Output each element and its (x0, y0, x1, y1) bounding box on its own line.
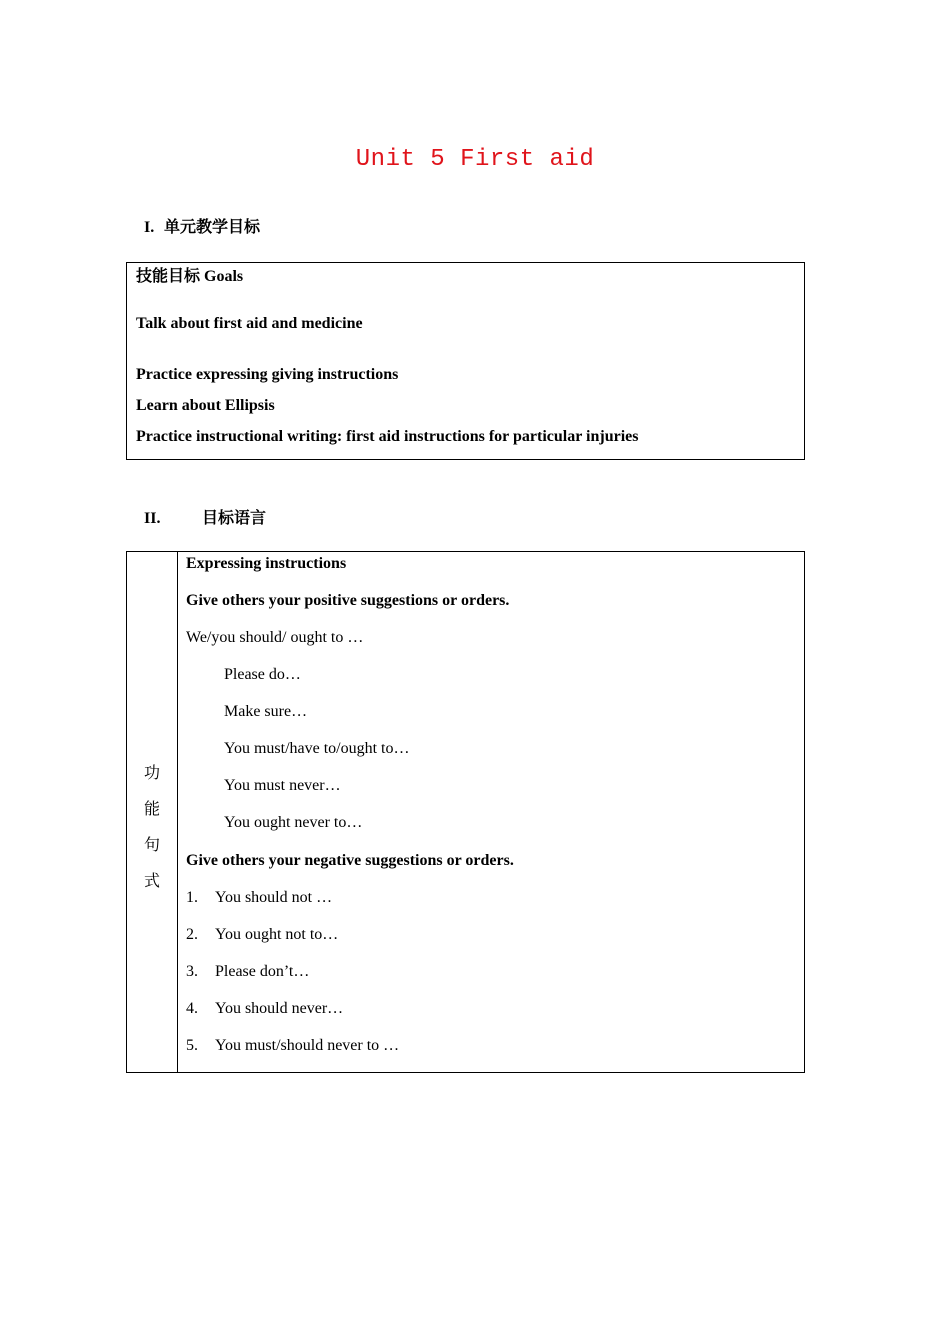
goal-item: Practice expressing giving instructions (136, 366, 399, 383)
section-number: II. (144, 510, 161, 527)
negative-heading: Give others your negative suggestions or orders. (186, 852, 514, 869)
positive-item: You must/have to/ought to… (224, 740, 410, 757)
negative-item (186, 889, 332, 907)
negative-item (186, 926, 338, 944)
item-number: 1. (186, 889, 198, 906)
positive-item: Make sure… (224, 703, 308, 720)
document-title: Unit 5 First aid (355, 146, 595, 173)
goals-box (126, 262, 805, 460)
category-char: 能 (143, 801, 160, 818)
target-language-table (126, 551, 805, 1073)
section-heading-teaching-goals (144, 214, 260, 237)
item-text: You must/should never to … (215, 1037, 400, 1054)
instructions-heading: Expressing instructions (186, 555, 347, 572)
category-char: 功 (143, 765, 160, 782)
category-char: 句 (143, 837, 160, 854)
goal-item: Practice instructional writing: first aid instructions for particular injuries (136, 428, 639, 445)
item-text: You ought not to… (215, 926, 339, 943)
item-number: 5. (186, 1037, 198, 1054)
positive-item: Please do… (224, 666, 301, 683)
positive-heading: Give others your positive suggestions or orders. (186, 592, 510, 609)
goals-heading: 技能目标 Goals (136, 268, 244, 285)
negative-item (186, 1037, 399, 1055)
section-heading-target-language (144, 505, 266, 528)
positive-item: You ought never to… (224, 814, 363, 831)
goal-item: Learn about Ellipsis (136, 397, 275, 414)
section-number: I. (144, 219, 155, 236)
section-label: 目标语言 (202, 510, 267, 527)
item-text: You should never… (215, 1000, 344, 1017)
content-cell (178, 552, 804, 1072)
positive-item: You must never… (224, 777, 341, 794)
item-text: Please don’t… (215, 963, 310, 980)
category-char: 式 (143, 873, 160, 890)
category-label-cell (127, 552, 178, 1072)
negative-item (186, 963, 309, 981)
section-label: 单元教学目标 (164, 219, 261, 236)
item-number: 4. (186, 1000, 198, 1017)
item-number: 2. (186, 926, 198, 943)
goal-item: Talk about first aid and medicine (136, 315, 363, 332)
item-number: 3. (186, 963, 198, 980)
positive-item: We/you should/ ought to … (186, 629, 364, 646)
item-text: You should not … (215, 889, 333, 906)
negative-item (186, 1000, 343, 1018)
